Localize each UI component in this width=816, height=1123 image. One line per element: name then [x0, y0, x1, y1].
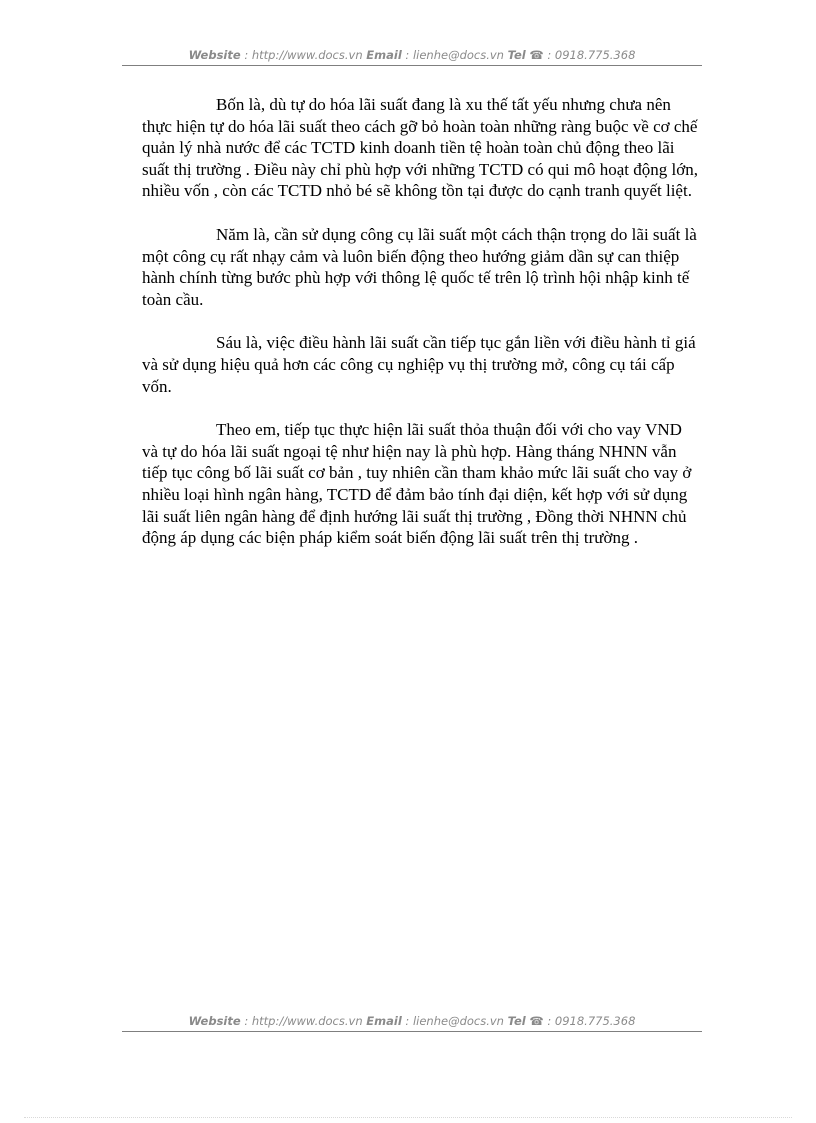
footer-tel-value: : 0918.775.368 — [543, 1014, 636, 1028]
footer-website-label: Website — [188, 1014, 241, 1028]
phone-icon: ☎ — [529, 1014, 544, 1028]
document-body — [142, 94, 702, 571]
header-website-label: Website — [188, 48, 241, 62]
page-footer — [122, 1013, 702, 1032]
paragraph-sau-la: Sáu là, việc điều hành lãi suất cần tiếp tục gắn liền với điều hành tỉ giá và sử dụng hiệu quả hơn các công cụ nghiệp vụ thị trường mở, công cụ tái cấp vốn. — [142, 333, 696, 396]
paragraph-nam-la: Năm là, cần sử dụng công cụ lãi suất một cách thận trọng do lãi suất là một công cụ rất nhạy cảm và luôn biến động theo hướng giảm dần sự can thiệp hành chính từng bước phù hợp với thông lệ quốc tế trên lộ trình hội nhập kinh tế toàn cầu. — [142, 224, 697, 309]
paragraph-theo-em: Theo em, tiếp tục thực hiện lãi suất thỏa thuận đối với cho vay VND và tự do hóa lãi suất ngoại tệ như hiện nay là phù hợp. Hàng tháng NHNN vẫn tiếp tục công bố lãi suất cơ bản , tuy nhiên cần tham khảo mức lãi suất cho vay ở nhiều loại hình ngân hàng, TCTD để đảm bảo tính đại diện, kết hợp với sử dụng lãi suất liên ngân hàng để định hướng lãi suất thị trường , Đồng thời NHNN chủ động áp dụng các biện pháp kiểm soát biến động lãi suất trên thị trường . — [142, 420, 692, 548]
footer-email-link[interactable]: : lienhe@docs.vn — [401, 1014, 508, 1028]
footer-tel-label: Tel — [507, 1014, 526, 1028]
page-bottom-divider — [24, 1117, 792, 1118]
header-email-label: Email — [366, 48, 402, 62]
header-email-link[interactable]: : lienhe@docs.vn — [401, 48, 508, 62]
page-header — [122, 47, 702, 66]
header-tel-label: Tel — [507, 48, 526, 62]
footer-website-link[interactable]: : http://www.docs.vn — [240, 1014, 367, 1028]
header-tel-value: : 0918.775.368 — [543, 48, 636, 62]
footer-email-label: Email — [366, 1014, 402, 1028]
phone-icon: ☎ — [529, 48, 544, 62]
paragraph-bon-la: Bốn là, dù tự do hóa lãi suất đang là xu thế tất yếu nhưng chưa nên thực hiện tự do hóa lãi suất theo cách gỡ bỏ hoàn toàn những ràng buộc về cơ chế quản lý nhà nước để các TCTD kinh doanh tiền tệ hoàn toàn chủ động theo lãi suất thị trường . Điều này chỉ phù hợp với những TCTD có qui mô hoạt động lớn, nhiều vốn , còn các TCTD nhỏ bé sẽ không tồn tại được do cạnh tranh quyết liệt. — [142, 95, 698, 201]
header-website-link[interactable]: : http://www.docs.vn — [240, 48, 367, 62]
